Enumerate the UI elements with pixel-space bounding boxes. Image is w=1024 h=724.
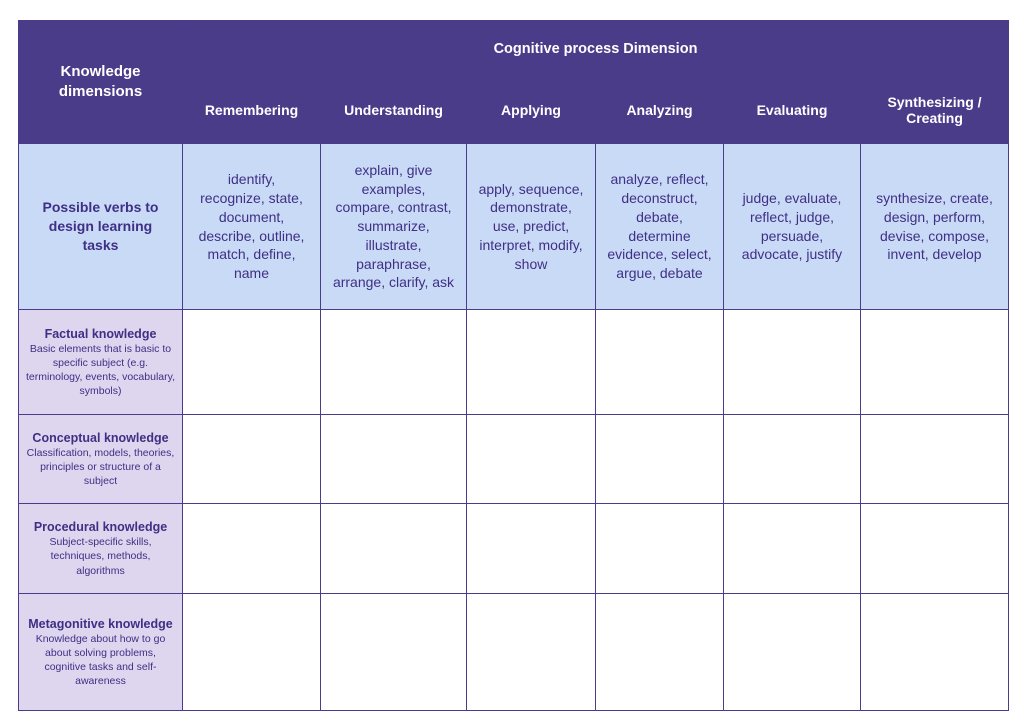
table-cell (467, 415, 596, 504)
column-header-applying: Applying (467, 77, 596, 144)
table-cell (321, 415, 467, 504)
knowledge-row-title: Procedural knowledge (33, 520, 168, 535)
table-cell (861, 415, 1009, 504)
knowledge-dimensions-label: Knowledge dimensions (58, 63, 143, 100)
verbs-evaluating-text: judge, evaluate, reflect, judge, persuade, advocate, justify (741, 189, 843, 263)
table-cell (596, 504, 724, 594)
verbs-row-label-text: Possible verbs to design learning tasks (42, 199, 159, 253)
knowledge-row-procedural (19, 504, 183, 594)
column-header-understanding: Understanding (321, 77, 467, 144)
table-cell (321, 504, 467, 594)
knowledge-row-description: Subject-specific skills, techniques, methods, algorithms (49, 536, 152, 577)
table-cell (724, 504, 861, 594)
table-cell (467, 594, 596, 711)
verbs-analyzing-text: analyze, reflect, deconstruct, debate, determine evidence, select, argue, debate (607, 171, 712, 282)
knowledge-dimensions-header (19, 21, 183, 144)
cognitive-process-header: Cognitive process Dimension (183, 21, 1009, 77)
table-cell (724, 415, 861, 504)
column-header-analyzing: Analyzing (596, 77, 724, 144)
table-cell (183, 310, 321, 415)
verbs-understanding-text: explain, give examples, compare, contrast, summarize, illustrate, paraphrase, arrange, clarify, ask (332, 161, 455, 291)
bloom-taxonomy-table (18, 20, 1009, 711)
table-cell (467, 504, 596, 594)
verbs-synthesizing (861, 144, 1009, 310)
table-cell (861, 504, 1009, 594)
knowledge-row-title: Conceptual knowledge (32, 430, 169, 445)
knowledge-row-metacognitive (19, 594, 183, 711)
column-header-remembering: Remembering (183, 77, 321, 144)
table-cell (183, 504, 321, 594)
table-cell (183, 594, 321, 711)
verbs-evaluating (724, 144, 861, 310)
column-header-evaluating: Evaluating (724, 77, 861, 144)
table-cell (724, 594, 861, 711)
column-header-synthesizing (861, 77, 1009, 144)
table-cell (596, 594, 724, 711)
table-cell (467, 310, 596, 415)
knowledge-row-description: Knowledge about how to go about solving problems, cognitive tasks and self-awareness (35, 632, 166, 688)
table-cell (596, 310, 724, 415)
table-cell (861, 594, 1009, 711)
verbs-synthesizing-text: synthesize, create, design, perform, devise, compose, invent, develop (876, 189, 993, 263)
knowledge-row-title: Metagonitive knowledge (28, 616, 173, 631)
verbs-understanding (321, 144, 467, 310)
knowledge-row-description: Basic elements that is basic to specific subject (e.g. terminology, events, vocabulary, symbols) (25, 342, 175, 398)
knowledge-row-description: Classification, models, theories, principles or structure of a subject (26, 446, 175, 488)
verbs-analyzing (596, 144, 724, 310)
verbs-applying-text: apply, sequence, demonstrate, use, predict, interpret, modify, show (478, 180, 584, 272)
table-cell (321, 310, 467, 415)
table-cell (724, 310, 861, 415)
table-cell (596, 415, 724, 504)
table-cell (183, 415, 321, 504)
verbs-remembering-text: identify, recognize, state, document, describe, outline, match, define, name (198, 171, 305, 282)
verbs-applying (467, 144, 596, 310)
table-cell (321, 594, 467, 711)
knowledge-row-title: Factual knowledge (44, 326, 157, 341)
column-header-synthesizing-label: Synthesizing / Creating (887, 94, 982, 126)
verbs-remembering (183, 144, 321, 310)
knowledge-row-factual (19, 310, 183, 415)
knowledge-row-conceptual (19, 415, 183, 504)
table-cell (861, 310, 1009, 415)
verbs-row-label (19, 144, 183, 310)
